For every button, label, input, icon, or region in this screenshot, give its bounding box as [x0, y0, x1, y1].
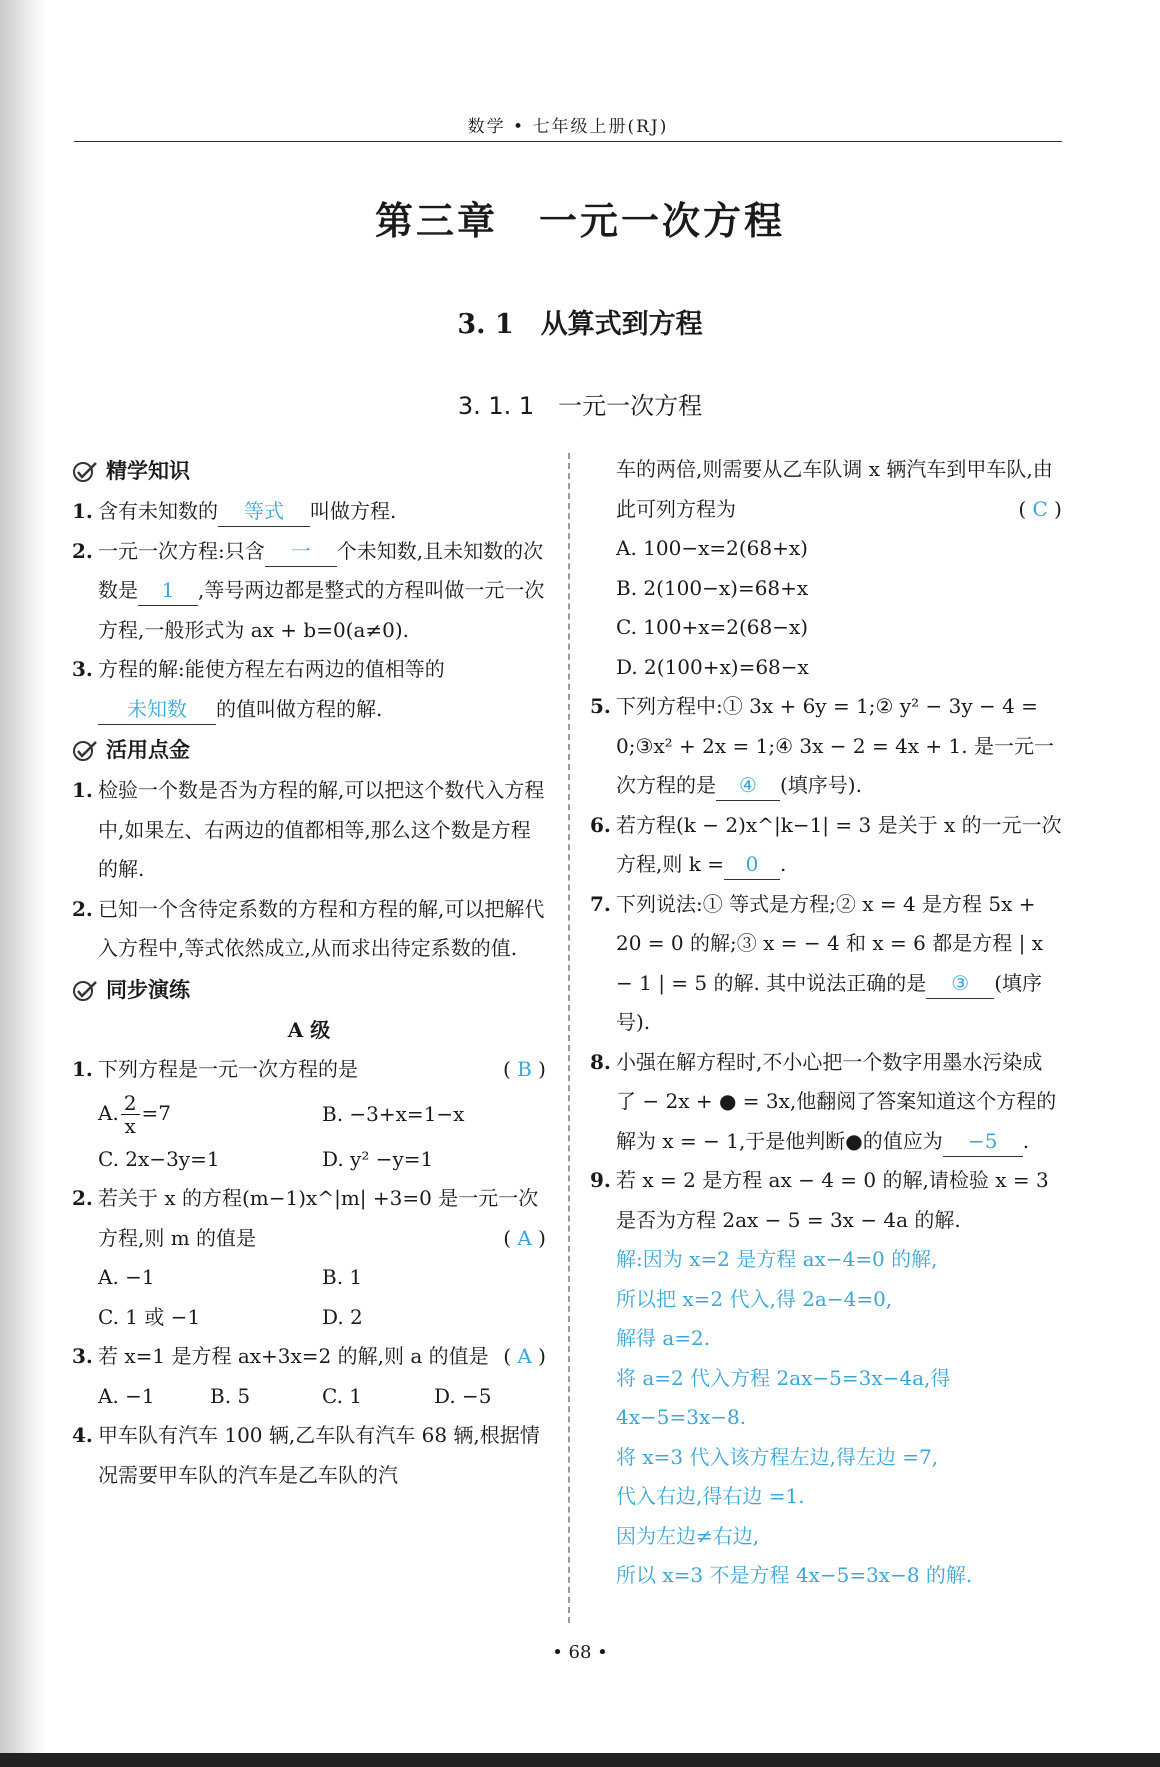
option-a: A. $\frac{2}{x}$ =7	[98, 1091, 172, 1138]
answer-blank: 0	[724, 849, 780, 880]
heading-text: 活用点金	[106, 738, 190, 762]
page-number: • 68 •	[552, 1642, 608, 1663]
answer-blank: ④	[716, 770, 780, 801]
running-header: 数学 • 七年级上册(RJ)	[467, 117, 669, 137]
tip-item: 1. 检验一个数是否为方程的解,可以把这个数代入方程中,如果左、右两边的值都相等,那么这个数是方程的解.	[72, 778, 545, 881]
question-7: 7. 下列说法:① 等式是方程;② x = 4 是方程 5x + 20 = 0 的解;③ x = − 4 和 x = 6 都是方程 | x − 1 | = 5 的解. 其中说法正确的是 ③ (填序号).	[590, 891, 1043, 1034]
question-3: 3. 若 x=1 是方程 ax+3x=2 的解,则 a 的值是 ( A )	[72, 1344, 546, 1368]
question-6: 6. 若方程(k − 2)x^|k−1| = 3 是关于 x 的一元一次方程,则 k = 0 .	[590, 806, 1062, 885]
tip-item: 2. 已知一个含待定系数的方程和方程的解,可以把解代入方程中,等式依然成立,从而求出待定系数的值.	[72, 896, 545, 960]
heading-practice	[72, 969, 546, 1011]
question-4-part1: 4. 甲车队有汽车 100 辆,乙车队有汽车 68 辆,根据情况需要甲车队的汽车是乙车队的汽	[72, 1423, 540, 1487]
answer-choice: A	[517, 1225, 532, 1250]
question-8: 8. 小强在解方程时,不小心把一个数字用墨水污染成了 − 2x + ● = 3x,他翻阅了答案知道这个方程的解为 x = − 1,于是他判断●的值应为 −5 .	[590, 1043, 1062, 1162]
heading-text: 精学知识	[106, 459, 190, 483]
solution-line: 将 a=2 代入方程 2ax−5=3x−4a,得	[616, 1365, 951, 1390]
heading-text: 同步演练	[106, 977, 190, 1002]
options-row	[72, 1140, 546, 1180]
subsection-title: 3. 1. 1 一元一次方程	[457, 392, 703, 420]
solution-line: 解:因为 x=2 是方程 ax−4=0 的解,	[616, 1247, 938, 1271]
check-icon	[72, 979, 98, 1001]
level-label: A 级	[287, 1017, 331, 1042]
option-a: A. −1	[98, 1383, 155, 1408]
section-title: 3. 1 从算式到方程	[457, 309, 703, 340]
option-b: B. −3+x=1−x	[322, 1101, 465, 1126]
option-a: A. 100−x=2(68+x)	[616, 536, 808, 560]
answer-blank: 一	[265, 536, 337, 567]
knowledge-item: 1. 含有未知数的 等式 叫做方程.	[72, 492, 546, 532]
option-b: B. 5	[210, 1383, 251, 1408]
option-d: D. 2(100+x)=68−x	[616, 654, 809, 679]
option-d: D. −5	[434, 1383, 492, 1408]
options-row	[72, 1090, 546, 1140]
right-column	[590, 450, 1062, 1596]
answer-choice: A	[517, 1344, 532, 1368]
option-d: D. 2	[322, 1304, 363, 1329]
solution-line: 所以 x=3 不是方程 4x−5=3x−8 的解.	[616, 1563, 973, 1587]
book-binding-shadow	[0, 0, 46, 1767]
option-c: C. 1	[322, 1383, 363, 1408]
solution-line: 因为左边≠右边,	[616, 1523, 760, 1548]
answer-blank: 1	[138, 575, 198, 606]
answer-choice: B	[517, 1057, 532, 1081]
left-column	[72, 450, 546, 1495]
solution-line: 4x−5=3x−8.	[616, 1405, 747, 1429]
answer-blank: −5	[943, 1126, 1023, 1157]
heading-knowledge	[72, 450, 546, 492]
solution-line: 解得 a=2.	[616, 1326, 711, 1350]
answer-blank: 未知数	[98, 694, 216, 725]
chapter-title: 第三章 一元一次方程	[374, 199, 785, 243]
option-c: C. 1 或 −1	[98, 1304, 201, 1329]
option-d: D. y² −y=1	[322, 1146, 434, 1171]
knowledge-item: 3. 方程的解:能使方程左右两边的值相等的未知数 的值叫做方程的解.	[72, 650, 546, 729]
option-c: C. 100+x=2(68−x)	[616, 615, 809, 639]
solution-line: 代入右边,得右边 =1.	[616, 1484, 805, 1508]
question-4-part2: 车的两倍,则需要从乙车队调 x 辆汽车到甲车队,由此可列方程为 ( C )	[616, 457, 1062, 521]
options-row	[72, 1298, 546, 1338]
question-1: 1. 下列方程是一元一次方程的是 ( B )	[72, 1057, 546, 1081]
answer-blank: 等式	[218, 496, 310, 527]
answer-choice: C	[1032, 496, 1048, 521]
question-2: 2. 若关于 x 的方程(m−1)x^|m| +3=0 是一元一次方程,则 m 的值是 ( A )	[72, 1186, 546, 1250]
options-row	[72, 1377, 546, 1417]
knowledge-item: 2. 一元一次方程:只含 一 个未知数,且未知数的次数是 1 ,等号两边都是整式的方程叫做一元一次方程,一般形式为 ax + b=0(a≠0).	[72, 532, 546, 651]
solution-line: 将 x=3 代入该方程左边,得左边 =7,	[616, 1444, 939, 1469]
header-rule	[74, 141, 1062, 142]
option-b: B. 1	[322, 1265, 363, 1289]
column-divider	[568, 453, 570, 1623]
solution-line: 所以把 x=2 代入,得 2a−4=0,	[616, 1286, 893, 1311]
fraction: $\frac{2}{x}$	[121, 1092, 140, 1137]
bottom-edge	[0, 1753, 1160, 1767]
heading-tips	[72, 729, 546, 771]
option-b: B. 2(100−x)=68+x	[616, 575, 809, 600]
question-9: 9. 若 x = 2 是方程 ax − 4 = 0 的解,请检验 x = 3 是否为方程 2ax − 5 = 3x − 4a 的解.	[590, 1168, 1049, 1232]
option-c: C. 2x−3y=1	[98, 1146, 220, 1171]
options-row	[72, 1258, 546, 1298]
answer-blank: ③	[926, 968, 994, 999]
question-5: 5. 下列方程中:① 3x + 6y = 1;② y² − 3y − 4 = 0;③x² + 2x = 1;④ 3x − 2 = 4x + 1. 是一元一次方程的是 ④ (填序号).	[590, 687, 1062, 806]
check-icon	[72, 739, 98, 761]
check-icon	[72, 460, 98, 482]
option-a: A. −1	[98, 1265, 155, 1289]
